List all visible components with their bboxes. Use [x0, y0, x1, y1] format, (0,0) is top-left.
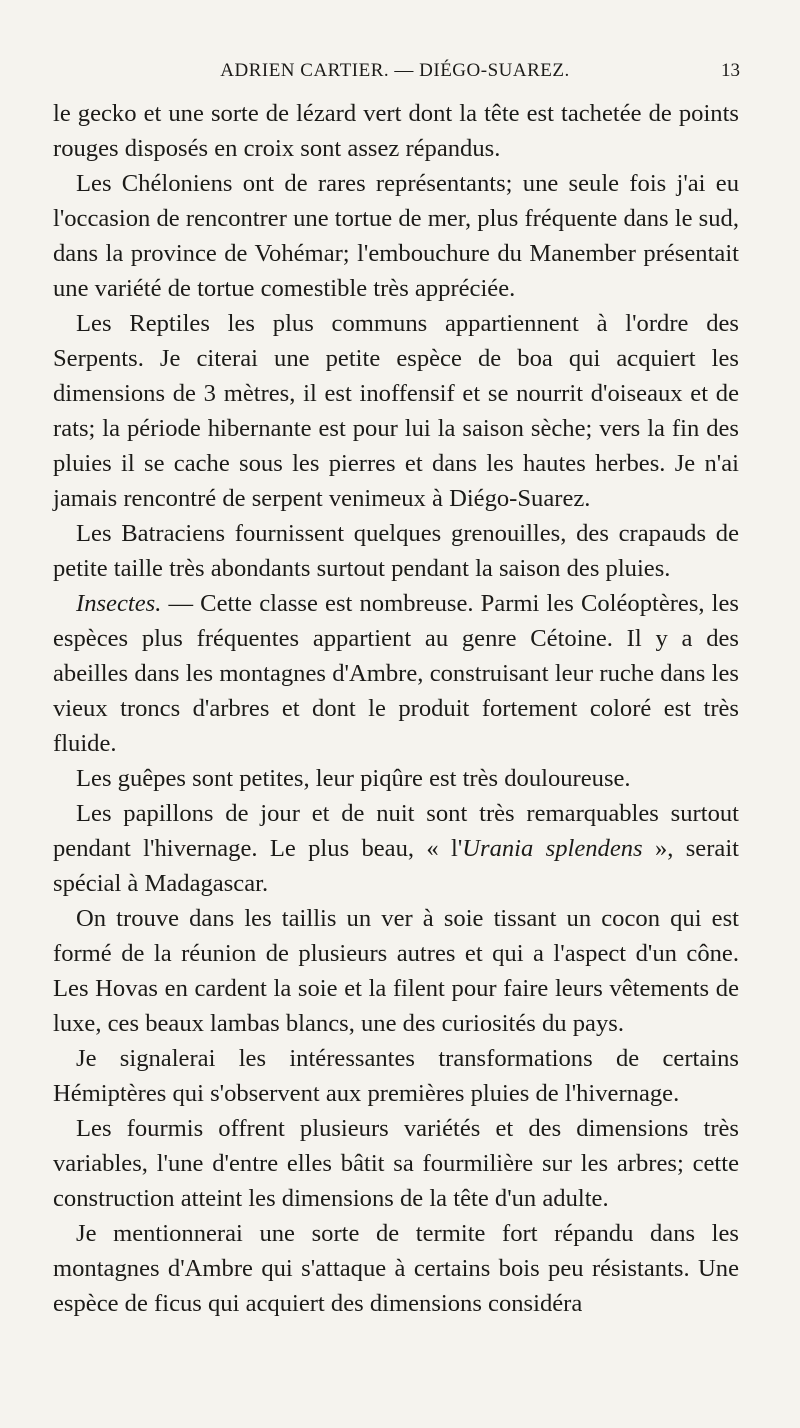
paragraph-batraciens: [53, 516, 739, 586]
page-header: [50, 56, 740, 86]
section-heading-insectes: Insectes.: [76, 590, 162, 617]
paragraph-text: Les Reptiles les plus communs appartiennent à l'ordre des Serpents. Je citerai une petite espèce de boa qui acquiert les dimensions de 3 mètres, il est inoffensif et se nourrit d'oiseaux et de rats; la période hibernante est pour lui la saison sèche; vers la fin des pluies il se cache sous les pierres et dans les hautes herbes. Je n'ai jamais rencontré de serpent venimeux à Diégo-Suarez.: [53, 310, 739, 512]
paragraph-text: — Cette classe est nombreuse. Parmi les Coléoptères, les espèces plus fréquentes appartient au genre Cétoine. Il y a des abeilles dans les montagnes d'Ambre, construisant leur ruche dans les vieux troncs d'arbres et dont le produit fortement coloré est très fluide.: [53, 590, 739, 757]
running-title: ADRIEN CARTIER. — DIÉGO-SUAREZ.: [220, 60, 570, 81]
paragraph-text: Je mentionnerai une sorte de termite fort répandu dans les montagnes d'Ambre qui s'attaque à certains bois peu résistants. Une espèce de ficus qui acquiert des dimensions considéra: [53, 1220, 739, 1317]
paragraph-text: Les Batraciens fournissent quelques grenouilles, des crapauds de petite taille très abondants surtout pendant la saison des pluies.: [53, 520, 739, 582]
paragraph-text: Les Chéloniens ont de rares représentants; une seule fois j'ai eu l'occasion de rencontrer une tortue de mer, plus fréquente dans le sud, dans la province de Vohémar; l'embouchure du Manember présentait une variété de tortue comestible très appréciée.: [53, 170, 739, 302]
paragraph-fourmis: [53, 1111, 739, 1216]
paragraph-text: le gecko et une sorte de lézard vert dont la tête est tachetée de points rouges disposés en croix sont assez répandus.: [53, 100, 739, 162]
page-number: 13: [721, 60, 740, 81]
paragraph-termite: [53, 1216, 739, 1321]
paragraph-papillons: [53, 796, 739, 901]
body-text: [53, 96, 739, 1321]
paragraph-text: On trouve dans les taillis un ver à soie tissant un cocon qui est formé de la réunion de plusieurs autres et qui a l'aspect d'un cône. Les Hovas en cardent la soie et la filent pour faire leurs vêtements de luxe, ces beaux lambas blancs, une des curiosités du pays.: [53, 905, 739, 1037]
paragraph-gecko: [53, 96, 739, 166]
paragraph-text: Les fourmis offrent plusieurs variétés et des dimensions très variables, l'une d'entre elles bâtit sa fourmilière sur les arbres; cette construction atteint les dimensions de la tête d'un adulte.: [53, 1115, 739, 1212]
species-name-urania: Urania splendens: [462, 835, 643, 862]
paragraph-reptiles: [53, 306, 739, 516]
paragraph-guepes: [53, 761, 739, 796]
paragraph-hemipteres: [53, 1041, 739, 1111]
paragraph-text: Les papillons de jour et de nuit sont très remarquables surtout pendant l'hivernage. Le plus beau, « l': [53, 800, 739, 862]
paragraph-text: Les guêpes sont petites, leur piqûre est très douloureuse.: [76, 765, 631, 792]
paragraph-ver-a-soie: [53, 901, 739, 1041]
paragraph-text: Je signalerai les intéressantes transformations de certains Hémiptères qui s'observent aux premières pluies de l'hivernage.: [53, 1045, 739, 1107]
paragraph-cheloniens: [53, 166, 739, 306]
paragraph-insectes: [53, 586, 739, 761]
paragraph-text: », serait spécial à Madagascar.: [53, 835, 739, 897]
